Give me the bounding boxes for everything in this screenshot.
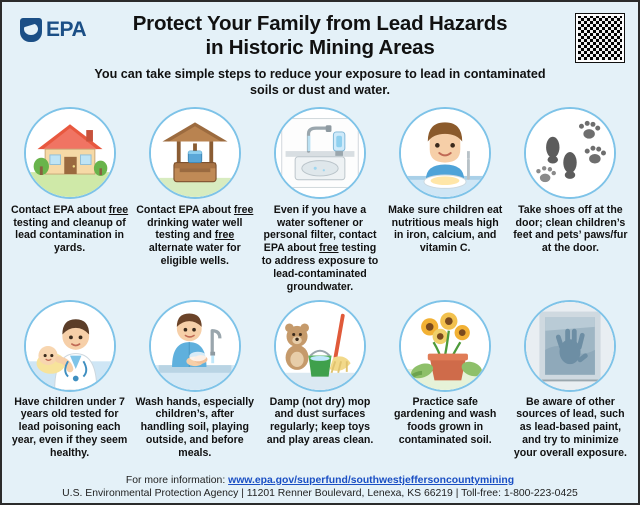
epa-logo — [20, 18, 86, 42]
tip-caption: Damp (not dry) mop and dust surfaces regularly; keep toys and play areas clean. — [266, 395, 374, 446]
epa-seal-icon — [20, 18, 42, 42]
gardening-flowers-icon — [399, 300, 491, 392]
tip-caption: Have children under 7 years old tested for lead poisoning each year, even if they seem healthy. — [11, 395, 128, 459]
qr-code-icon[interactable] — [576, 14, 624, 62]
tip-card-safe-gardening — [384, 300, 507, 460]
tip-caption: Contact EPA about free testing and cleanup of lead contamination in yards. — [11, 203, 129, 255]
tip-card-wash-hands — [133, 300, 256, 460]
tip-card-epa-soil-testing — [8, 107, 131, 294]
more-info-line — [2, 475, 638, 486]
footprints-pawprints-icon — [524, 107, 616, 199]
tip-caption: Even if you have a water softener or personal filter, contact EPA about free testing to address exposure to lead-contaminated groundwater. — [261, 203, 379, 293]
more-info-label: For more information: — [125, 475, 229, 486]
agency-address-line: U.S. Environmental Protection Agency | 11201 Renner Boulevard, Lenexa, KS 66219 | Toll-free: 1-800-223-0425 — [62, 488, 578, 499]
tip-card-water-filter-testing — [258, 107, 381, 294]
mop-bucket-icon — [274, 300, 366, 392]
tip-caption: Make sure children eat nutritious meals high in iron, calcium, and vitamin C. — [388, 203, 503, 255]
tip-caption: Be aware of other sources of lead, such as lead-based paint, and try to minimize your overall exposure. — [513, 395, 627, 459]
poster-footer — [2, 475, 638, 499]
tip-caption: Contact EPA about free drinking water well testing and free alternate water for eligible wells. — [136, 203, 254, 268]
doctor-with-baby-icon — [24, 300, 116, 392]
tip-card-shoes-off-at-door — [509, 107, 632, 294]
tip-card-other-lead-sources — [509, 300, 632, 460]
page-subtitle: You can take simple steps to reduce your exposure to lead in contaminated soils or dust and water. — [94, 67, 546, 98]
tips-grid-row-2 — [2, 294, 638, 460]
house-icon — [24, 107, 116, 199]
lead-paint-handprint-icon — [524, 300, 616, 392]
tip-card-damp-mop-dust — [258, 300, 381, 460]
epa-mining-url[interactable]: www.epa.gov/superfund/southwestjeffersoncountymining — [228, 475, 515, 486]
tip-caption: Practice safe gardening and wash foods grown in contaminated soil. — [393, 395, 497, 446]
tip-card-nutritious-meals — [384, 107, 507, 294]
washing-hands-icon — [149, 300, 241, 392]
water-well-icon — [149, 107, 241, 199]
epa-logo-text: EPA — [46, 18, 87, 41]
page-title-line2: in Historic Mining Areas — [205, 36, 435, 60]
tip-caption: Take shoes off at the door; clean children’s feet and pets’ paws/fur at the door. — [513, 203, 628, 255]
page-title — [72, 12, 568, 60]
kitchen-sink-filter-icon — [274, 107, 366, 199]
poster-header — [2, 2, 638, 101]
tips-grid-row-1 — [2, 101, 638, 294]
child-eating-icon — [399, 107, 491, 199]
tip-card-well-water-testing — [133, 107, 256, 294]
tip-card-blood-lead-testing — [8, 300, 131, 460]
tip-caption: Wash hands, especially children’s, after handling soil, playing outside, and before meals. — [135, 395, 255, 459]
page-title-line1: Protect Your Family from Lead Hazards — [132, 12, 508, 35]
